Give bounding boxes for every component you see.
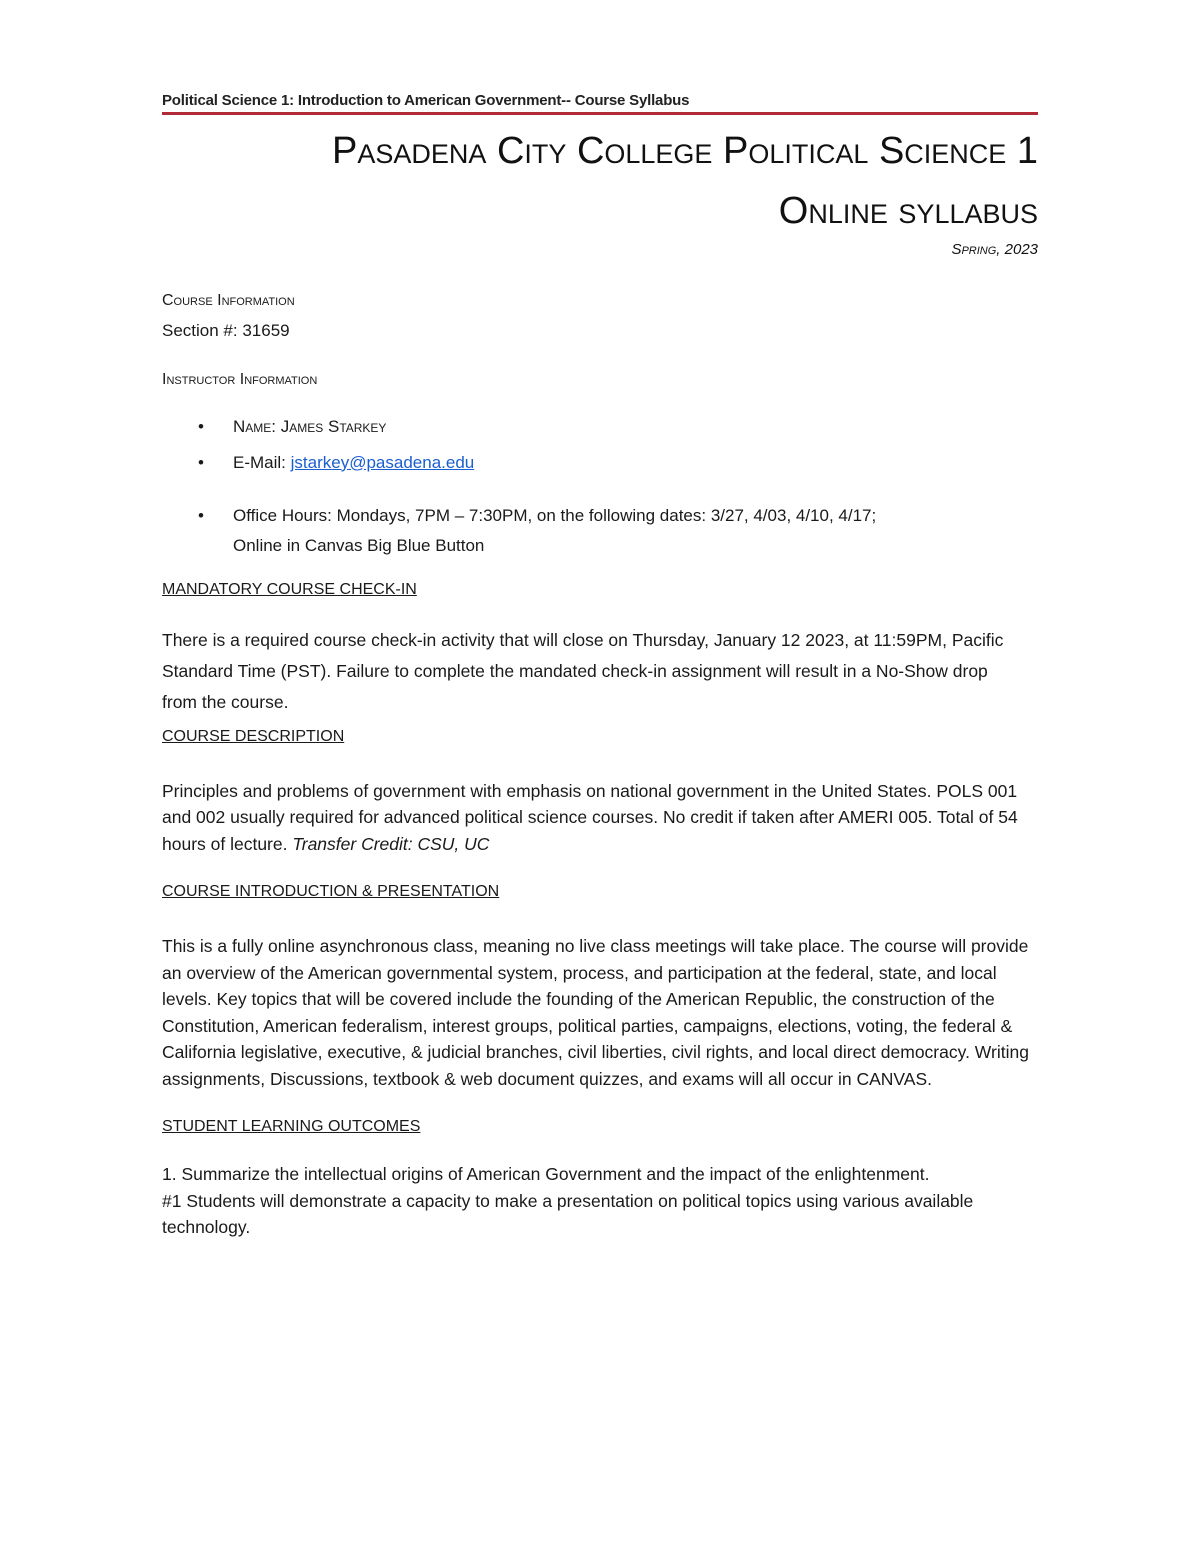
check-in-text: There is a required course check-in activity that will close on Thursday, January 12 2023, at 11:59PM, Pacific Standard Time (PST). Failure to complete the mandated check-in assignment will result in a No-Show drop from the course. bbox=[162, 629, 1004, 712]
document-title: Pasadena City College Political Science 1 bbox=[332, 130, 1038, 172]
course-description-title: COURSE DESCRIPTION bbox=[162, 727, 345, 745]
email-link[interactable]: jstarkey@pasadena.edu bbox=[290, 452, 475, 472]
bullet-icon: • bbox=[198, 416, 204, 436]
outcome-item-1: 1. Summarize the intellectual origins of American Government and the impact of the enlightenment. bbox=[162, 1164, 930, 1185]
description-body: Principles and problems of government with emphasis on national government in the United States. POLS 001 and 002 usually required for advanced political science courses. No credit if taken after AMERI 005. Total of 54 hours of lecture. bbox=[162, 780, 1018, 854]
section-number: Section #: 31659 bbox=[162, 320, 290, 340]
course-description-text bbox=[162, 778, 1038, 858]
instructor-list bbox=[162, 417, 1038, 561]
bullet-icon: • bbox=[198, 505, 204, 525]
instructor-name-item bbox=[162, 417, 1038, 437]
instructor-name: James Starkey bbox=[280, 416, 387, 436]
introduction-text: This is a fully online asynchronous class, meaning no live class meetings will take place. The course will provide an overview of the American governmental system, process, and participation at the federal, state, and local levels. Key topics that will be covered include the founding of the American Republic, the construction of the Constitution, American federalism, interest groups, political parties, campaigns, elections, voting, the federal & California legislative, executive, & judicial branches, civil liberties, civil rights, and local direct democracy. Writing assignments, Discussions, textbook & web document quizzes, and exams will all occur in CANVAS. bbox=[162, 936, 1029, 1089]
name-label: Name: bbox=[233, 416, 277, 436]
syllabus-page bbox=[162, 92, 1038, 1241]
course-info-heading: Course Information bbox=[162, 291, 295, 309]
introduction-heading: COURSE INTRODUCTION & PRESENTATION bbox=[162, 883, 500, 901]
outcome-item-2: #1 Students will demonstrate a capacity to make a presentation on political topics using various available technology. bbox=[162, 1190, 974, 1238]
title-block bbox=[162, 131, 1038, 258]
document-subtitle: Online syllabus bbox=[778, 189, 1038, 232]
running-header: Political Science 1: Introduction to American Government-- Course Syllabus bbox=[162, 92, 1038, 115]
email-label: E-Mail: bbox=[233, 452, 286, 472]
transfer-credit: Transfer Credit: CSU, UC bbox=[292, 833, 490, 854]
check-in-heading: MANDATORY COURSE CHECK-IN bbox=[162, 580, 417, 598]
outcomes-heading: STUDENT LEARNING OUTCOMES bbox=[162, 1118, 421, 1136]
bullet-icon: • bbox=[198, 452, 204, 472]
instructor-email-item bbox=[162, 453, 1038, 473]
term-label: Spring, 2023 bbox=[951, 240, 1038, 258]
instructor-info-heading: Instructor Information bbox=[162, 370, 318, 388]
office-hours-line2: Online in Canvas Big Blue Button bbox=[233, 535, 485, 555]
office-hours-line1: Office Hours: Mondays, 7PM – 7:30PM, on the following dates: 3/27, 4/03, 4/10, 4/17; bbox=[233, 505, 877, 525]
office-hours-item bbox=[162, 501, 1038, 561]
